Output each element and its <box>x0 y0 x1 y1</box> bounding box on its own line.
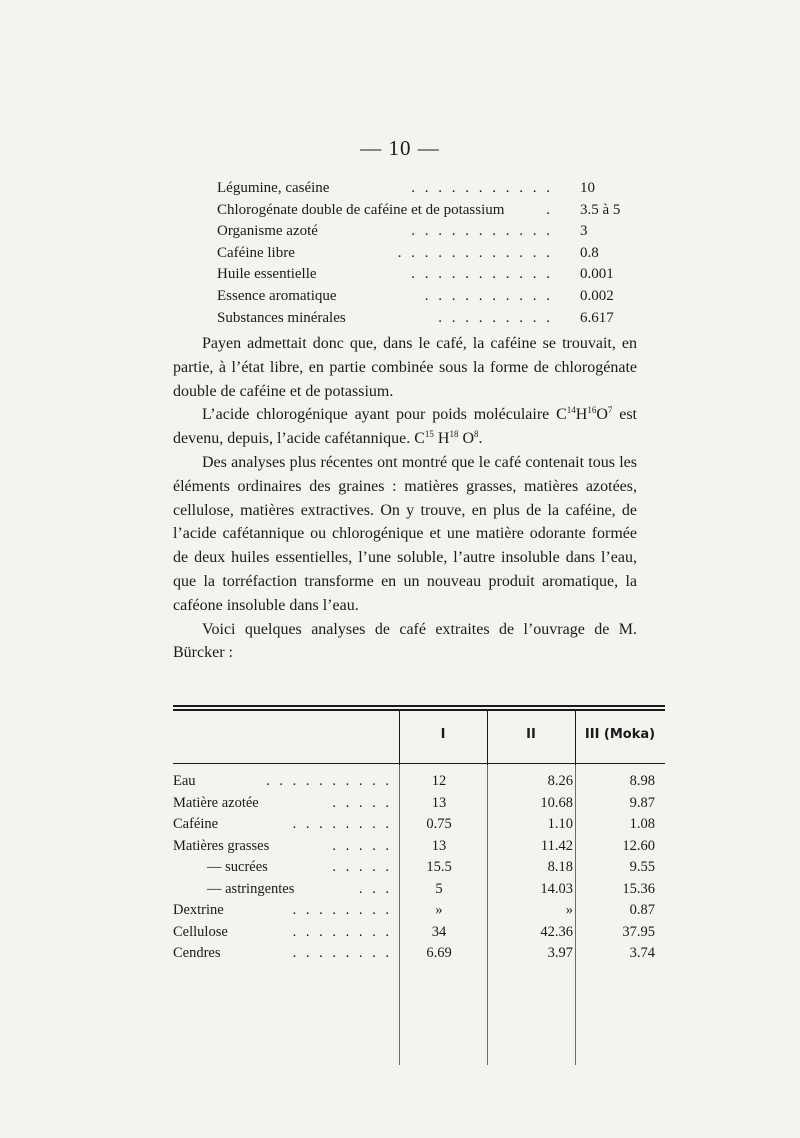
leader-dots: . . . . . . . . . . <box>424 287 553 304</box>
cell-value: 9.87 <box>629 794 655 811</box>
row-label: Cendres <box>173 945 221 961</box>
item-name: Caféine libre <box>217 244 295 261</box>
analysis-table <box>173 705 665 1071</box>
item-value: 3.5 à 5 <box>580 201 621 218</box>
cell-value: 8.18 <box>547 859 573 875</box>
cell-value: 0.75 <box>426 816 452 832</box>
item-value: 3 <box>580 223 588 240</box>
cell-value: 34 <box>431 923 447 940</box>
cell-value: 42.36 <box>540 923 573 940</box>
subscript-index: 14 <box>566 405 576 416</box>
row-label: — sucrées <box>207 859 268 875</box>
text-run: O <box>596 406 608 424</box>
leader-dots: . . . . . <box>332 859 392 875</box>
table-row <box>173 836 665 858</box>
leader-dots: . . . . . <box>332 837 392 854</box>
item-value: 0.001 <box>580 266 614 283</box>
leader-dots: . . . . . . . . . . . . <box>397 244 553 261</box>
cell-value: 6.69 <box>426 945 452 961</box>
text-run: O <box>458 430 475 448</box>
list-item <box>217 308 637 330</box>
body-text <box>173 332 637 665</box>
item-name: Organisme azoté <box>217 223 318 240</box>
table-row <box>173 943 665 965</box>
row-label: Cellulose <box>173 923 228 940</box>
cell-value: 10.68 <box>540 794 573 811</box>
list-item <box>217 178 637 200</box>
cell-value: 5 <box>435 880 443 897</box>
item-name: Huile essentielle <box>217 266 317 283</box>
cell-value: 14.03 <box>540 880 573 897</box>
item-value: 0.8 <box>580 244 599 261</box>
cell-value: 15.36 <box>622 880 655 897</box>
leader-dots: . . . . . . . . <box>292 816 392 832</box>
cell-value: 0.87 <box>629 902 655 918</box>
row-label: Matière azotée <box>173 794 259 811</box>
composition-list <box>217 178 637 329</box>
table-row <box>173 922 665 944</box>
column-header: I <box>440 727 446 742</box>
leader-dots: . . . . . . . . . . . <box>411 266 553 283</box>
leader-dots: . . . . . . . . . . . <box>411 180 553 196</box>
leader-dots: . . . . . <box>332 794 392 811</box>
leader-dots: . . . . . . . . . . <box>266 773 392 789</box>
row-label: Caféine <box>173 816 219 832</box>
list-item <box>217 221 637 243</box>
leader-dots: . . . . . . . . <box>292 902 392 918</box>
table-rule <box>173 709 665 711</box>
paragraph: Payen admettait donc que, dans le café, la caféine se trouvait, en partie, à l’état libre, en partie combinée sous la forme de chlorogénate double de caféine et de potassium. <box>173 335 637 400</box>
cell-value: 15.5 <box>426 859 452 875</box>
paragraph-formula <box>173 403 637 451</box>
list-item <box>217 264 637 286</box>
table-row <box>173 857 665 879</box>
page-number: — 10 — <box>360 136 440 160</box>
list-item <box>217 200 637 222</box>
cell-value: 13 <box>431 837 447 854</box>
table-row <box>173 793 665 815</box>
cell-value: 8.98 <box>629 773 655 789</box>
item-name: Substances minérales <box>217 309 346 326</box>
item-value: 6.617 <box>580 309 614 326</box>
table-row <box>173 900 665 922</box>
cell-value: 1.10 <box>547 816 573 832</box>
item-value: 0.002 <box>580 287 614 304</box>
item-name: Chlorogénate double de caféine et de potassium <box>217 201 505 218</box>
text-run: H <box>575 406 588 424</box>
table-header-rule <box>173 763 665 764</box>
text-run: H <box>433 430 450 448</box>
subscript-index: 15 <box>424 429 434 440</box>
cell-value: 1.08 <box>629 816 655 832</box>
subscript-index: 18 <box>449 429 459 440</box>
cell-value: 9.55 <box>629 859 655 875</box>
cell-value: » <box>565 902 573 918</box>
cell-value: 13 <box>431 794 447 811</box>
table-rule <box>173 705 665 707</box>
subscript-index: 7 <box>607 405 613 416</box>
row-label: Dextrine <box>173 902 224 918</box>
leader-dots: . . . . . . . . . . . <box>411 223 553 240</box>
cell-value: 37.95 <box>622 923 655 940</box>
subscript-index: 16 <box>587 405 597 416</box>
column-header: III (Moka) <box>584 727 656 742</box>
text-run: L’acide chlorogénique ayant pour poids moléculaire C <box>202 406 567 424</box>
cell-value: 11.42 <box>540 837 573 854</box>
text-run: est devenu, depuis, l’acide cafétannique. C <box>173 406 637 448</box>
cell-value: 8.26 <box>547 773 573 789</box>
leader-dots: . . . <box>358 880 392 897</box>
row-label: Matières grasses <box>173 837 270 854</box>
leader-dots: . . . . . . . . . <box>438 309 553 326</box>
leader-dots: . <box>546 201 553 218</box>
table-row <box>173 814 665 836</box>
leader-dots: . . . . . . . . <box>292 945 392 961</box>
cell-value: 3.74 <box>629 945 655 961</box>
row-label: — astringentes <box>207 880 295 897</box>
paragraph: Des analyses plus récentes ont montré que le café contenait tous les éléments ordinaires des graines : matières grasses, matières azotées, cellulose, matières extractives. On y trouve, en plus de la caféine, de l’acide cafétannique ou chlorogénique et une matière odorante formée de deux huiles essentielles, l’une soluble, l’autre insoluble dans l’eau, que la torréfaction transforme en un nouveau produit aromatique, la caféone insoluble dans l’eau. <box>173 453 637 614</box>
subscript-index: 8 <box>474 429 479 440</box>
row-label: Eau <box>173 773 196 789</box>
column-header: II <box>526 727 536 742</box>
paragraph: Voici quelques analyses de café extraites de l’ouvrage de M. Bürcker : <box>173 620 637 662</box>
item-name: Essence aromatique <box>217 287 337 304</box>
table-row <box>173 771 665 793</box>
cell-value: 3.97 <box>547 945 573 961</box>
cell-value: 12 <box>431 773 447 789</box>
list-item <box>217 286 637 308</box>
cell-value: 12.60 <box>622 837 655 854</box>
list-item <box>217 243 637 265</box>
leader-dots: . . . . . . . . <box>292 923 392 940</box>
cell-value: » <box>435 902 443 918</box>
table-row <box>173 879 665 901</box>
item-name: Légumine, caséine <box>217 180 330 196</box>
text-run: . <box>478 430 483 448</box>
item-value: 10 <box>580 180 595 196</box>
